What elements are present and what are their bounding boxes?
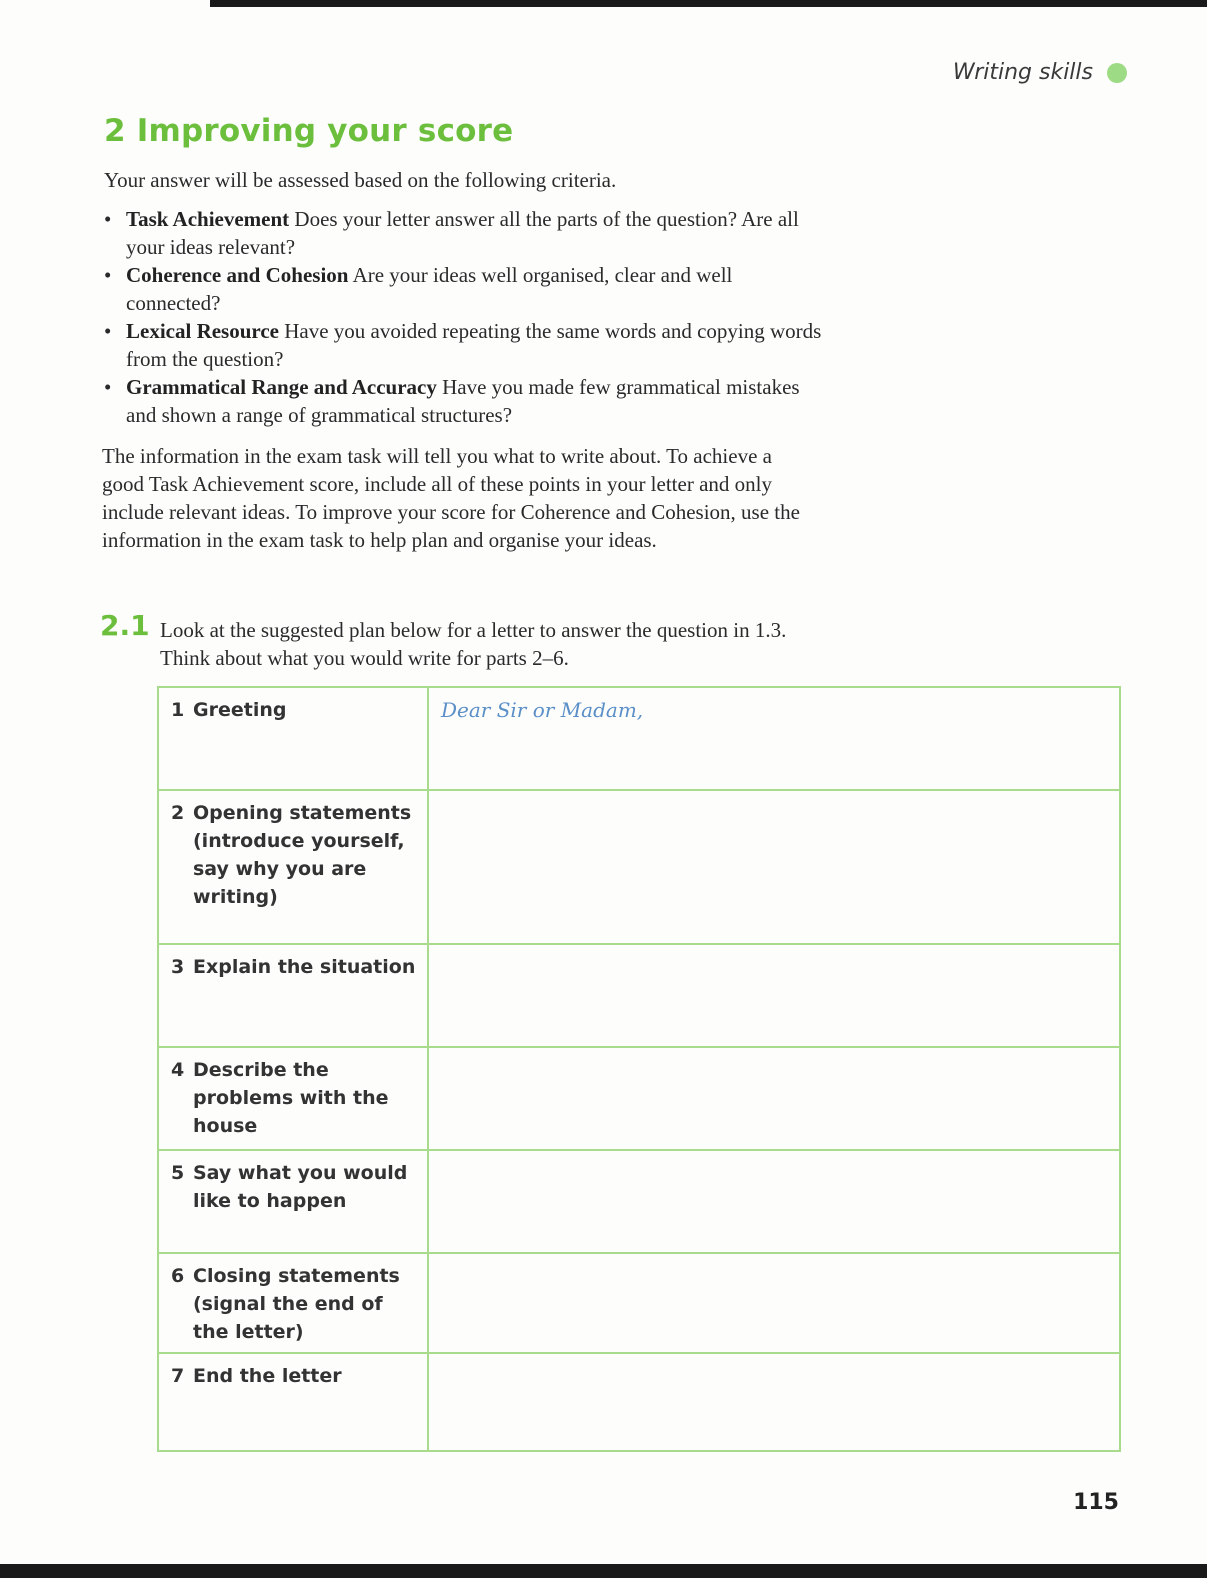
criteria-desc: Are your ideas well organised, clear and well connected? — [126, 263, 733, 315]
answer-cell[interactable] — [428, 1047, 1120, 1150]
plan-label: End the letter — [193, 1365, 342, 1387]
criteria-desc: Does your letter answer all the parts of the question? Are all your ideas relevant? — [126, 207, 799, 259]
criteria-desc: Have you made few grammatical mistakes and shown a range of grammatical structures? — [126, 375, 800, 427]
page-number: 115 — [1073, 1490, 1119, 1515]
plan-label: Closing statements (signal the end of the letter) — [193, 1265, 400, 1343]
plan-label: Explain the situation — [193, 956, 416, 978]
plan-label-cell — [158, 944, 428, 1047]
bullet-icon: • — [104, 263, 112, 287]
criteria-term: Lexical Resource — [126, 319, 279, 343]
plan-label-cell — [158, 790, 428, 944]
table-row — [158, 1353, 1120, 1451]
plan-label: Say what you would like to happen — [193, 1162, 408, 1212]
plan-number: 3 — [171, 956, 185, 978]
answer-cell[interactable] — [428, 944, 1120, 1047]
table-row — [158, 1047, 1120, 1150]
criteria-item — [104, 205, 824, 261]
criteria-term: Coherence and Cohesion — [126, 263, 349, 287]
answer-cell[interactable] — [428, 1253, 1120, 1353]
table-row — [158, 790, 1120, 944]
criteria-term: Grammatical Range and Accuracy — [126, 375, 437, 399]
body-paragraph: The information in the exam task will tell you what to write about. To achieve a good Task Achievement score, include all of these points in your letter and only include relevant ideas. To improve your score for Coherence and Cohesion, use the information in the exam task to help plan and organise your ideas. — [102, 444, 800, 552]
letter-plan-table — [157, 686, 1121, 1452]
plan-label-cell — [158, 1047, 428, 1150]
handwritten-answer: Dear Sir or Madam, — [441, 698, 644, 722]
section-intro: Your answer will be assessed based on the following criteria. — [104, 168, 617, 192]
running-head — [953, 60, 1127, 85]
criteria-list — [104, 205, 824, 429]
answer-cell[interactable] — [428, 687, 1120, 790]
plan-label: Greeting — [193, 699, 287, 721]
green-dot-icon — [1107, 63, 1127, 83]
plan-number: 4 — [171, 1059, 185, 1081]
plan-number: 6 — [171, 1265, 185, 1287]
table-row — [158, 687, 1120, 790]
answer-cell[interactable] — [428, 1150, 1120, 1253]
criteria-item — [104, 373, 824, 429]
plan-label: Describe the problems with the house — [193, 1059, 389, 1137]
answer-cell[interactable] — [428, 790, 1120, 944]
plan-number: 5 — [171, 1162, 185, 1184]
plan-label-cell — [158, 687, 428, 790]
exercise-number: 2.1 — [100, 609, 150, 642]
criteria-item — [104, 261, 824, 317]
bottom-edge-rule — [0, 1564, 1207, 1578]
bullet-icon: • — [104, 207, 112, 231]
running-head-text: Writing skills — [952, 60, 1093, 85]
table-row — [158, 1150, 1120, 1253]
plan-label: Opening statements (introduce yourself, say why you are writing) — [193, 802, 412, 908]
criteria-desc: Have you avoided repeating the same words and copying words from the question? — [126, 319, 822, 371]
plan-label-cell — [158, 1150, 428, 1253]
criteria-term: Task Achievement — [126, 207, 290, 231]
criteria-item — [104, 317, 824, 373]
top-edge-rule — [210, 0, 1207, 7]
plan-number: 7 — [171, 1365, 185, 1387]
section-title: 2 Improving your score — [104, 113, 514, 149]
plan-label-cell — [158, 1253, 428, 1353]
answer-cell[interactable] — [428, 1353, 1120, 1451]
bullet-icon: • — [104, 319, 112, 343]
plan-number: 1 — [171, 699, 185, 721]
plan-number: 2 — [171, 802, 185, 824]
plan-label-cell — [158, 1353, 428, 1451]
exercise-instruction: Look at the suggested plan below for a letter to answer the question in 1.3. Think about what you would write for parts 2–6. — [160, 618, 787, 670]
table-row — [158, 1253, 1120, 1353]
bullet-icon: • — [104, 375, 112, 399]
table-row — [158, 944, 1120, 1047]
